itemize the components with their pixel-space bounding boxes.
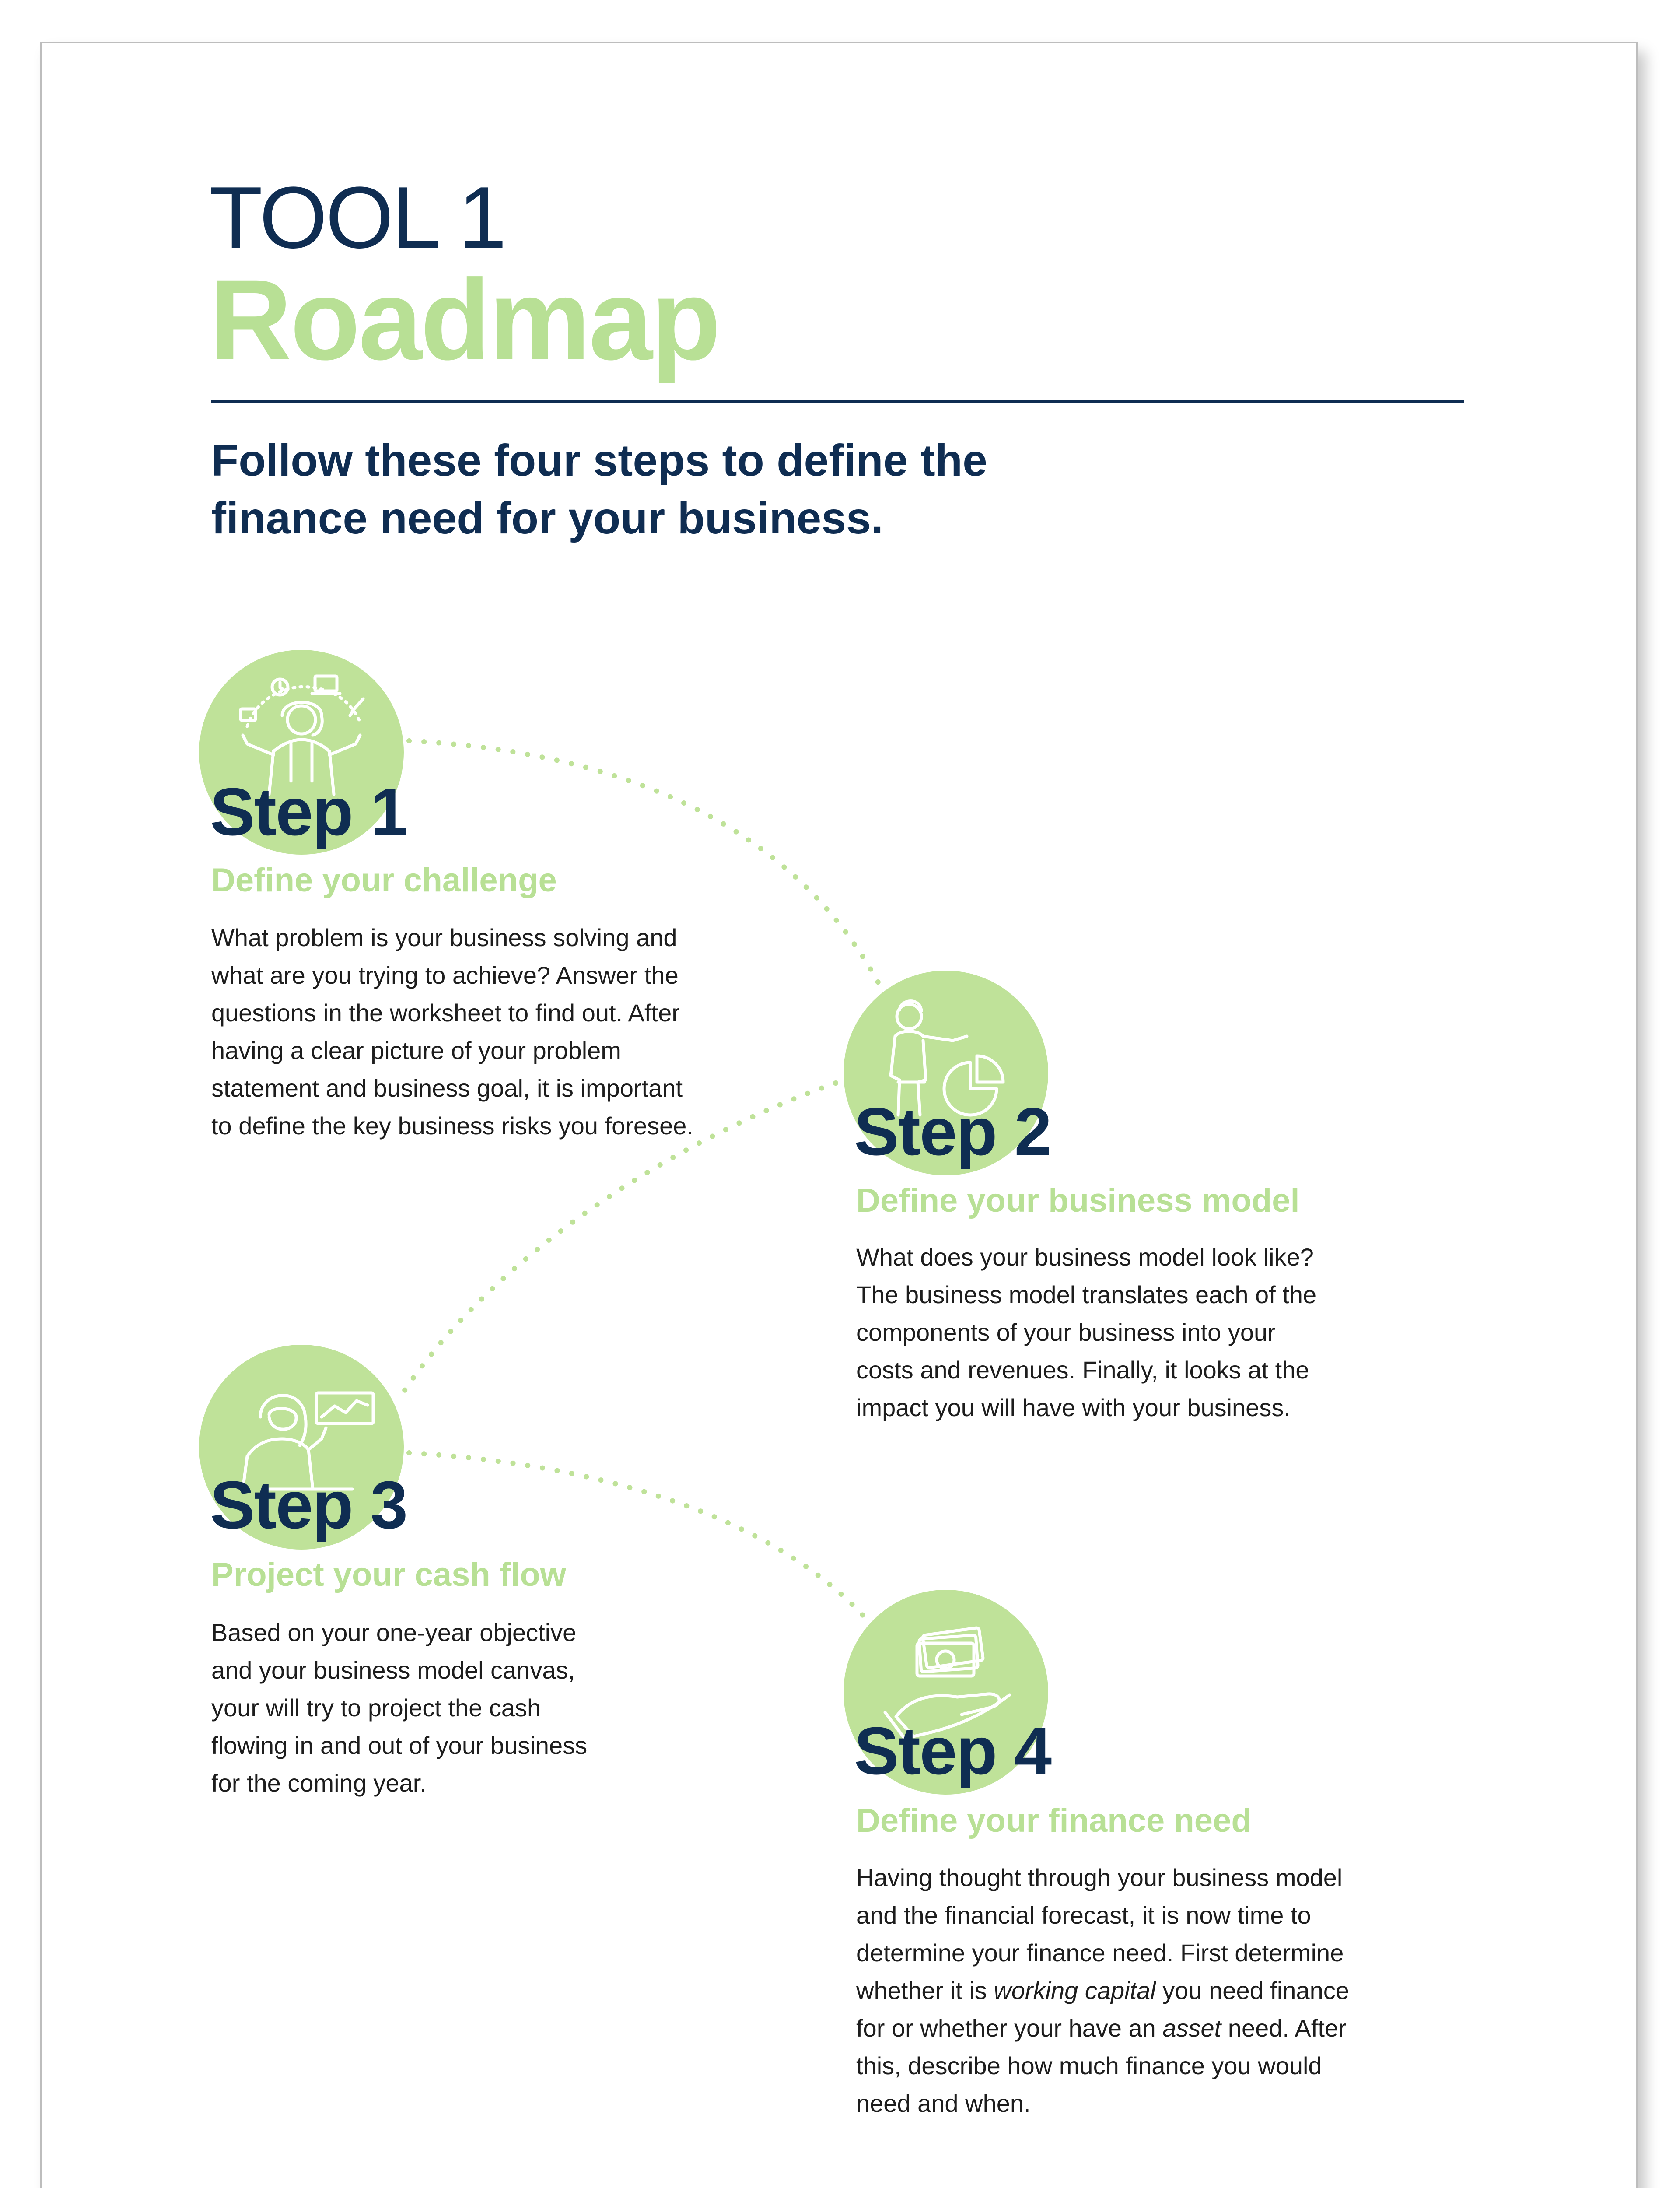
text-segment: whether it is [856,1977,994,2004]
step-4-body-line [856,1972,1349,2009]
step-2-subtitle: Define your business model [856,1182,1300,1219]
step-1-body-line: statement and business goal, it is important [211,1074,683,1102]
step-3-body-line: Based on your one-year objective [211,1619,577,1646]
step-4-body-line [856,2009,1349,2047]
step-4-subtitle: Define your finance need [856,1802,1252,1839]
step-2-body-line: components of your business into your [856,1318,1276,1346]
step-3-heading: Step 3 [210,1467,407,1543]
step-4-body-line: need and when. [856,2090,1031,2117]
intro-line-2: finance need for your business. [211,493,884,543]
step-1-body-line: what are you trying to achieve? Answer the [211,961,679,989]
step-1-body-line: having a clear picture of your problem [211,1037,621,1064]
step-2-body-line: The business model translates each of the [856,1281,1317,1308]
step-4-body-line: Having thought through your business model [856,1864,1343,1891]
step-4-heading: Step 4 [854,1713,1051,1788]
step-3-body [211,1614,587,1802]
page-title: Roadmap [209,256,719,384]
step-4-body-line: this, describe how much finance you would [856,2052,1322,2079]
text-segment: you need finance [1155,1977,1349,2004]
step-2-body-line: What does your business model look like? [856,1243,1314,1271]
step-2-body [856,1238,1316,1427]
tool-label: TOOL 1 [209,169,505,266]
step-2-heading: Step 2 [854,1094,1051,1169]
emphasis-asset: asset [1162,2014,1222,2042]
step-1-subtitle: Define your challenge [211,862,557,899]
intro-line-1: Follow these four steps to define the [211,435,987,485]
text-segment: for or whether your have an [856,2014,1163,2042]
connector-3-4 [409,1453,866,1619]
step-1-body-line: to define the key business risks you foresee. [211,1112,693,1140]
step-3-body-line: for the coming year. [211,1769,427,1797]
emphasis-working-capital: working capital [994,1977,1156,2004]
text-segment: need. After [1221,2014,1347,2042]
step-1-body [211,919,693,1145]
step-4-body-line: and the financial forecast, it is now time to [856,1901,1311,1929]
step-1-body-line: questions in the worksheet to find out. After [211,999,680,1027]
step-4-body-line: determine your finance need. First determine [856,1939,1344,1967]
step-3-body-line: and your business model canvas, [211,1656,575,1684]
step-3-subtitle: Project your cash flow [211,1556,566,1593]
step-3-body-line: your will try to project the cash [211,1694,541,1722]
step-4-body [856,1859,1349,2122]
step-2-body-line: costs and revenues. Finally, it looks at the [856,1356,1309,1384]
step-1-body-line: What problem is your business solving and [211,924,677,951]
step-1-heading: Step 1 [210,774,407,849]
step-2-body-line: impact you will have with your business. [856,1394,1291,1421]
step-3-body-line: flowing in and out of your business [211,1732,588,1759]
